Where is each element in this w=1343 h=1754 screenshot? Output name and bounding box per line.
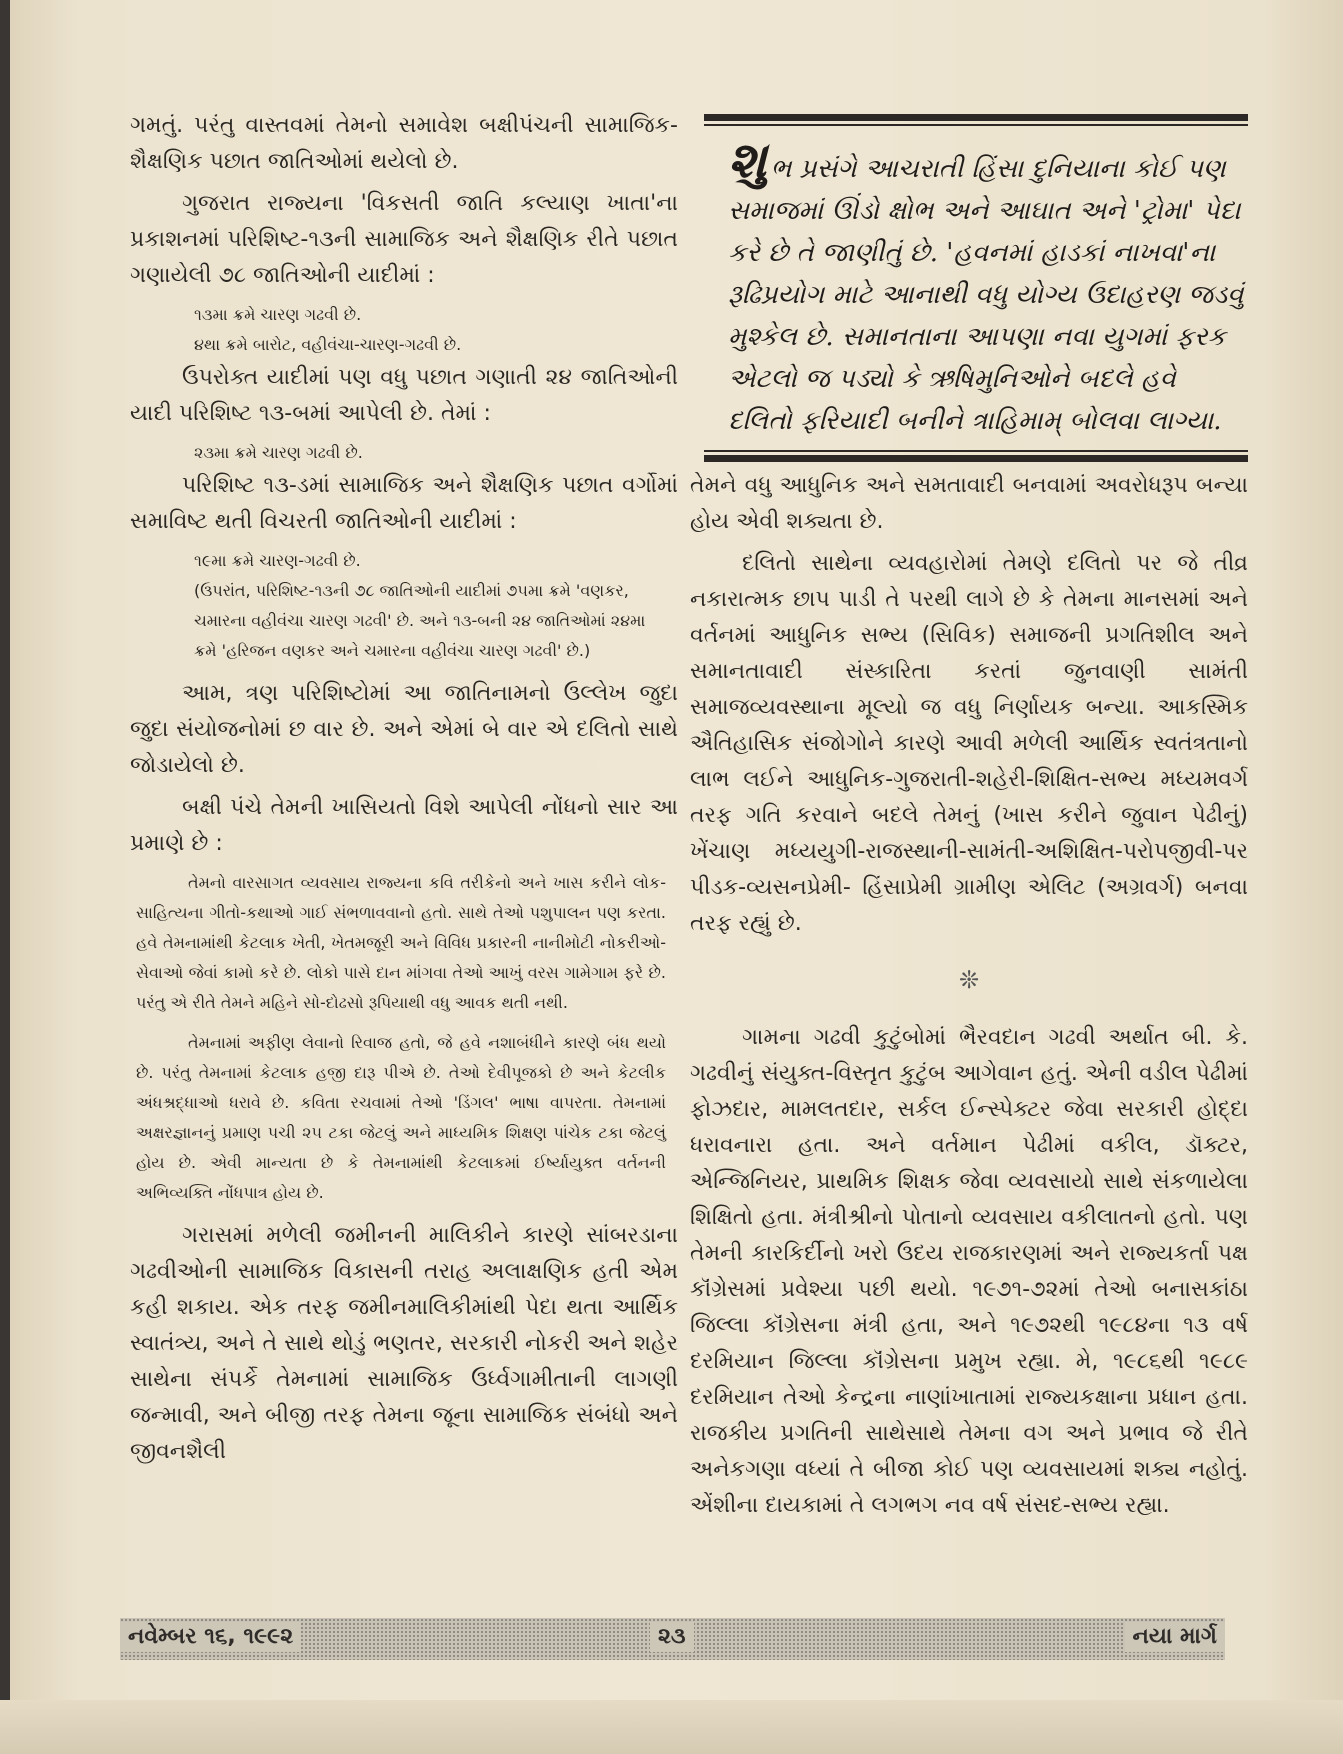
pullquote-rule-top-thin	[704, 124, 1248, 126]
section-divider-ornament: ❊	[958, 966, 980, 994]
page-bottom-margin	[0, 1700, 1343, 1754]
paragraph: દલિતો સાથેના વ્યવહારોમાં તેમણે દલિતો પર જે તીવ્ર નકારાત્મક છાપ પાડી તે પરથી લાગે છે કે તેમના માનસમાં અને વર્તનમાં આધુનિક સભ્ય (સિવિક) સમાજની પ્રગતિશીલ અને સમાનતાવાદી સંસ્કારિતા કરતાં જુનવાણી સામંતી સમાજવ્યવસ્થાના મૂલ્યો જ વધુ નિર્ણાયક બન્યા. આકસ્મિક ઐતિહાસિક સંજોગોને કારણે આવી મળેલી આર્થિક સ્વતંત્રતાનો લાભ લઈને આધુનિક-ગુજરાતી-શહેરી-શિક્ષિત-સભ્ય મધ્યમવર્ગ તરફ ગતિ કરવાને બદલે તેમનું (ખાસ કરીને જુવાન પેઢીનું) ખેંચાણ મધ્યયુગી-રાજસ્થાની-સામંતી-અશિક્ષિત-પરોપજીવી-પર પીડક-વ્યસનપ્રેમી- હિંસાપ્રેમી ગ્રામીણ એલિટ (અગ્રવર્ગ) બનવા તરફ રહ્યું છે.	[690, 551, 1248, 936]
paragraph: આમ, ત્રણ પરિશિષ્ટોમાં આ જાતિનામનો ઉલ્લેખ જુદા જુદા સંયોજનોમાં છ વાર છે. અને એમાં બે વાર એ દલિતો સાથે જોડાયેલો છે.	[130, 681, 678, 778]
pull-quote	[728, 130, 1244, 442]
pull-quote-text: ભ પ્રસંગે આચરાતી હિંસા દુનિયાના કોઈ પણ સમાજમાં ઊંડો ક્ષોભ અને આઘાત અને 'ટ્રોમા' પેદા કરે છે તે જાણીતું છે. 'હવનમાં હાડકાં નાખવા'ના રૂઢિપ્રયોગ માટે આનાથી વધુ યોગ્ય ઉદાહરણ જડવું મુશ્કેલ છે. સમાનતાના આપણા નવા યુગમાં ફરક એટલો જ પડ્યો કે ઋષિમુનિઓને બદલે હવે દલિતો ફરિયાદી બનીને ત્રાહિમામ્ બોલવા લાગ્યા.	[728, 154, 1244, 436]
paragraph: બક્ષી પંચે તેમની ખાસિયતો વિશે આપેલી નોંધનો સાર આ પ્રમાણે છે :	[130, 795, 678, 856]
binding-edge	[0, 0, 10, 1754]
list-item: ૧૯મા ક્રમે ચારણ-ગઢવી છે.	[194, 551, 361, 570]
drop-cap: શુ	[728, 130, 767, 189]
list-item: ૧૩મા ક્રમે ચારણ ગઢવી છે.	[194, 305, 362, 324]
paragraph: ગરાસમાં મળેલી જમીનની માલિકીને કારણે સાંબરડાના ગઢવીઓની સામાજિક વિકાસની તરાહ અલાક્ષણિક હતી એમ કહી શકાય. એક તરફ જમીનમાલિકીમાંથી પેદા થતા આર્થિક સ્વાતંત્ર્ય, અને તે સાથે થોડું ભણતર, સરકારી નોકરી અને શહેર સાથેના સંપર્કે તેમનામાં સામાજિક ઉર્ધ્વગામીતાની લાગણી જન્માવી, અને બીજી તરફ તેમના જૂના સામાજિક સંબંધો અને જીવનશૈલી	[130, 1223, 678, 1464]
magazine-name: નયા માર્ગ	[1125, 1622, 1225, 1652]
paragraph: ગામના ગઢવી કુટુંબોમાં ભૈરવદાન ગઢવી અર્થાત બી. કે. ગઢવીનું સંયુક્ત-વિસ્તૃત કુટુંબ આગેવાન હતું. એની વડીલ પેઢીમાં ફોઝદાર, મામલતદાર, સર્કલ ઈન્સ્પેક્ટર જેવા સરકારી હોદ્દા ધરાવનારા હતા. અને વર્તમાન પેઢીમાં વકીલ, ડૉક્ટર, એન્જિનિયર, પ્રાથમિક શિક્ષક જેવા વ્યવસાયો સાથે સંકળાયેલા શિક્ષિતો હતા. મંત્રીશ્રીનો પોતાનો વ્યવસાય વકીલાતનો હતો. પણ તેમની કારકિર્દીનો ખરો ઉદય રાજકારણમાં અને રાજ્યકર્તા પક્ષ કૉંગ્રેસમાં પ્રવેશ્યા પછી થયો. ૧૯૭૧-૭૨માં તેઓ બનાસકાંઠા જિલ્લા કૉંગ્રેસના મંત્રી હતા, અને ૧૯૭૨થી ૧૯૮૪ના ૧૩ વર્ષ દરમિયાન જિલ્લા કૉંગ્રેસના પ્રમુખ રહ્યા. મે, ૧૯૮૬થી ૧૯૮૯ દરમિયાન તેઓ કેન્દ્રના નાણાંખાતામાં રાજ્યકક્ષાના પ્રધાન હતા. રાજકીય પ્રગતિની સાથેસાથે તેમના વગ અને પ્રભાવ જે રીતે અનેકગણા વધ્યાં તે બીજા કોઈ પણ વ્યવસાયમાં શક્ય નહોતું. એંશીના દાયકામાં તે લગભગ નવ વર્ષ સંસદ-સભ્ય રહ્યા.	[690, 1025, 1248, 1518]
list-item: ૪થા ક્રમે બારોટ, વહીવંચા-ચારણ-ગઢવી છે.	[194, 335, 462, 354]
pullquote-rule-bottom	[704, 455, 1248, 462]
list-item: ૨૩મા ક્રમે ચારણ ગઢવી છે.	[194, 443, 363, 462]
parenthetical-note: (ઉપરાંત, પરિશિષ્ટ-૧૩ની ૭૮ જાતિઓની યાદીમાં ૭૫મા ક્રમે 'વણકર, ચમારના વહીવંચા ચારણ ગઢવી' છે. અને ૧૩-બની ૨૪ જાતિઓમાં ૨૪મા ક્રમે 'હરિજન વણકર અને ચમારના વહીવંચા ચારણ ગઢવી' છે.)	[194, 581, 646, 660]
paragraph: ઉપરોક્ત યાદીમાં પણ વધુ પછાત ગણાતી ૨૪ જાતિઓની યાદી પરિશિષ્ટ ૧૩-બમાં આપેલી છે. તેમાં :	[130, 365, 678, 426]
paragraph: ગમતું. પરંતુ વાસ્તવમાં તેમનો સમાવેશ બક્ષીપંચની સામાજિક-શૈક્ષણિક પછાત જાતિઓમાં થયેલો છે.	[130, 113, 678, 174]
page-number: ૨૩	[650, 1622, 694, 1652]
page-footer	[120, 1618, 1225, 1660]
right-column	[690, 108, 1248, 1530]
left-column	[130, 108, 678, 1476]
paragraph: ગુજરાત રાજ્યના 'વિકસતી જાતિ કલ્યાણ ખાતા'ના પ્રકાશનમાં પરિશિષ્ટ-૧૩ની સામાજિક અને શૈક્ષણિક રીતે પછાત ગણાયેલી ૭૮ જાતિઓની યાદીમાં :	[130, 191, 678, 288]
pullquote-rule-bottom-thin	[704, 450, 1248, 452]
paragraph: તેમને વધુ આધુનિક અને સમતાવાદી બનવામાં અવરોધરૂપ બન્યા હોય એવી શક્યતા છે.	[690, 473, 1248, 534]
pullquote-rule-top	[704, 114, 1248, 121]
quoted-summary: તેમનામાં અફીણ લેવાનો રિવાજ હતો, જે હવે નશાબંધીને કારણે બંધ થયો છે. પરંતુ તેમનામાં કેટલાક હજી દારૂ પીએ છે. તેઓ દેવીપૂજકો છે અને કેટલીક અંધશ્રદ્ધાઓ ધરાવે છે. કવિતા રચવામાં તેઓ 'ડિંગલ' ભાષા વાપરતા. તેમનામાં અક્ષરજ્ઞાનનું પ્રમાણ પચી ૨૫ ટકા જેટલું અને માધ્યમિક શિક્ષણ પાંચેક ટકા જેટલું હોય છે. એવી માન્યતા છે કે તેમનામાંથી કેટલાકમાં ઈર્ષ્યાયુક્ત વર્તનની અભિવ્યક્તિ નોંધપાત્ર હોય છે.	[136, 1033, 666, 1202]
paragraph: પરિશિષ્ટ ૧૩-ડમાં સામાજિક અને શૈક્ષણિક પછાત વર્ગોમાં સમાવિષ્ટ થતી વિચરતી જાતિઓની યાદીમાં :	[130, 473, 678, 534]
quoted-summary: તેમનો વારસાગત વ્યવસાય રાજ્યના કવિ તરીકેનો અને ખાસ કરીને લોક-સાહિત્યના ગીતો-કથાઓ ગાઈ સંભળાવવાનો હતો. સાથે તેઓ પશુપાલન પણ કરતા. હવે તેમનામાંથી કેટલાક ખેતી, ખેતમજૂરી અને વિવિધ પ્રકારની નાનીમોટી નોકરીઓ-સેવાઓ જેવાં કામો કરે છે. લોકો પાસે દાન માંગવા તેઓ આખું વરસ ગામેગામ ફરે છે. પરંતુ એ રીતે તેમને મહિને સો-દોઢસો રૂપિયાથી વધુ આવક થતી નથી.	[136, 873, 666, 1012]
issue-date: નવેમ્બર ૧૬, ૧૯૯૨	[120, 1622, 301, 1652]
